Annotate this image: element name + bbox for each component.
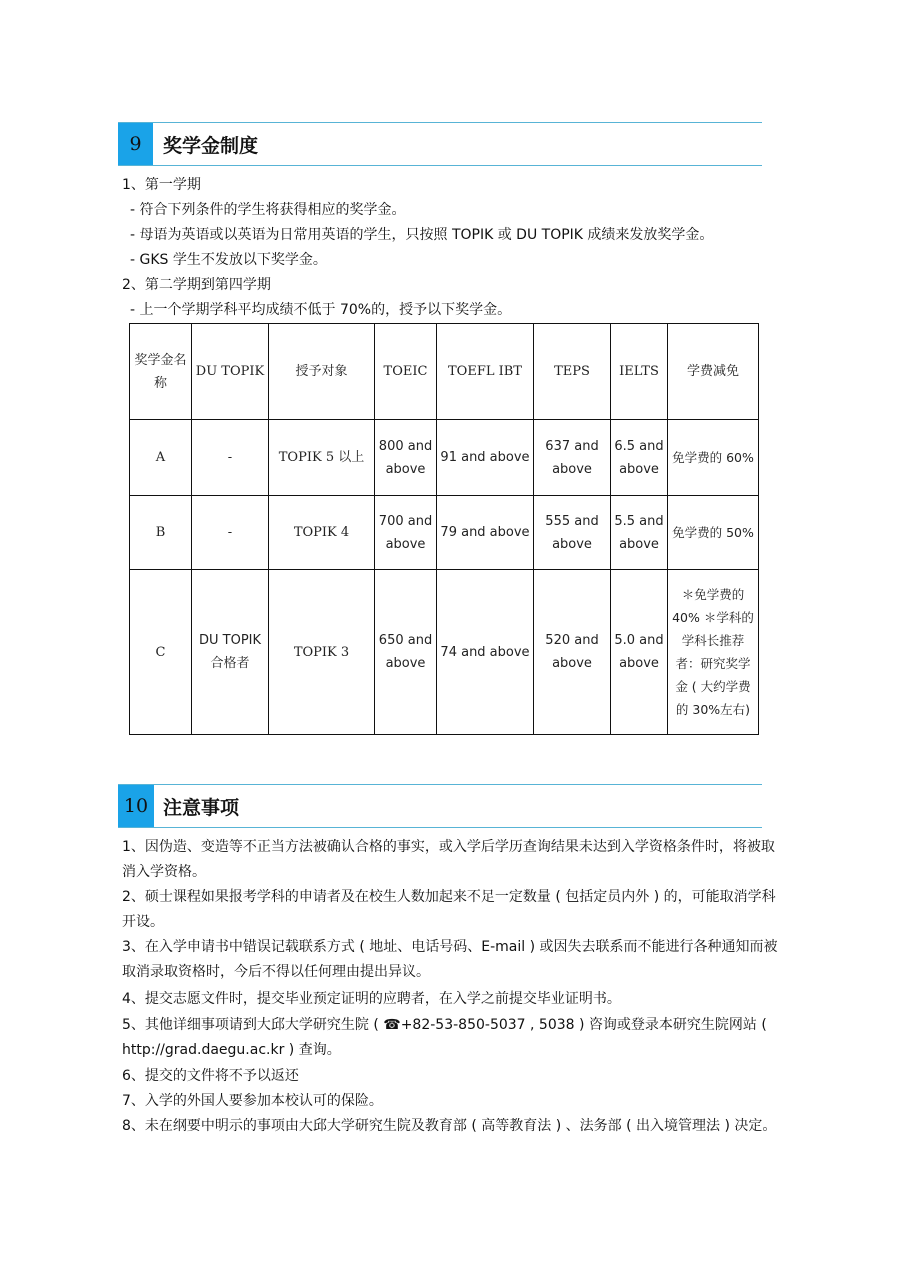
table-cell: C <box>130 570 192 735</box>
table-cell: 免学费的 50% <box>668 496 759 570</box>
table-cell: TOPIK 4 <box>269 496 375 570</box>
header-rule-bottom <box>118 165 762 166</box>
section-9-header <box>118 122 762 166</box>
list-item: 2、第二学期到第四学期 <box>122 277 271 293</box>
header-rule-bottom <box>118 827 762 828</box>
table-cell: 5.0 and above <box>611 570 668 735</box>
header-cell: 奖学金名称 <box>130 324 192 420</box>
section-title: 奖学金制度 <box>163 134 259 157</box>
table-cell: 700 and above <box>375 496 437 570</box>
table-cell: 91 and above <box>437 420 534 496</box>
header-cell: TOEFL IBT <box>437 324 534 420</box>
list-item: - 符合下列条件的学生将获得相应的奖学金。 <box>130 202 406 218</box>
header-cell: DU TOPIK <box>192 324 269 420</box>
list-item: 3、在入学申请书中错误记载联系方式 ( 地址、电话号码、E-mail ) 或因失去联系而不能进行各种通知而被取消录取资格时，今后不得以任何理由提出异议。 <box>122 939 778 980</box>
table-cell: 520 and above <box>534 570 611 735</box>
table-cell: 800 and above <box>375 420 437 496</box>
list-item: 1、因伪造、变造等不正当方法被确认合格的事实，或入学后学历查询结果未达到入学资格条件时，将被取消入学资格。 <box>122 839 775 880</box>
table-cell: ＊免学费的 40% ＊学科的学科长推荐者：研究奖学金 ( 大约学费的 30%左右) <box>668 570 759 735</box>
list-item: 5、其他详细事项请到大邱大学研究生院 ( ☎+82-53-850-5037 , 5038 ) 咨询或登录本研究生院网站 ( http://grad.daegu.ac.kr ) 查询。 <box>122 1017 767 1058</box>
table-cell: DU TOPIK 合格者 <box>192 570 269 735</box>
header-cell: 学费减免 <box>668 324 759 420</box>
list-item: - GKS 学生不发放以下奖学金。 <box>130 252 327 268</box>
table-row <box>130 420 759 496</box>
table-header-row <box>130 324 759 420</box>
table-cell: 637 and above <box>534 420 611 496</box>
table-row <box>130 570 759 735</box>
table-cell: TOPIK 3 <box>269 570 375 735</box>
header-cell: 授予对象 <box>269 324 375 420</box>
header-cell: IELTS <box>611 324 668 420</box>
table-cell: 6.5 and above <box>611 420 668 496</box>
section-number: 9 <box>118 123 153 165</box>
section-10-header <box>118 784 762 828</box>
table-cell: B <box>130 496 192 570</box>
list-item: 6、提交的文件将不予以返还 <box>122 1068 299 1084</box>
table-cell: 74 and above <box>437 570 534 735</box>
table-cell: - <box>192 496 269 570</box>
list-item: 4、提交志愿文件时，提交毕业预定证明的应聘者，在入学之前提交毕业证明书。 <box>122 991 621 1007</box>
table-cell: 5.5 and above <box>611 496 668 570</box>
list-item: - 母语为英语或以英语为日常用英语的学生，只按照 TOPIK 或 DU TOPIK 成绩来发放奖学金。 <box>130 227 714 243</box>
list-item: 1、第一学期 <box>122 177 201 193</box>
header-cell: TOEIC <box>375 324 437 420</box>
scholarship-table <box>129 323 759 735</box>
table-cell: A <box>130 420 192 496</box>
list-item: - 上一个学期学科平均成绩不低于 70%的，授予以下奖学金。 <box>130 302 512 318</box>
list-item: 8、未在纲要中明示的事项由大邱大学研究生院及教育部 ( 高等教育法 ) 、法务部 ( 出入境管理法 ) 决定。 <box>122 1118 777 1134</box>
table-cell: 79 and above <box>437 496 534 570</box>
list-item: 2、硕士课程如果报考学科的申请者及在校生人数加起来不足一定数量 ( 包括定员内外 ) 的，可能取消学科开设。 <box>122 889 776 930</box>
table-cell: 555 and above <box>534 496 611 570</box>
section-number: 10 <box>118 785 154 827</box>
header-cell: TEPS <box>534 324 611 420</box>
list-item: 7、入学的外国人要参加本校认可的保险。 <box>122 1093 383 1109</box>
table-row <box>130 496 759 570</box>
table-cell: 免学费的 60% <box>668 420 759 496</box>
table-cell: 650 and above <box>375 570 437 735</box>
table-cell: TOPIK 5 以上 <box>269 420 375 496</box>
table-cell: - <box>192 420 269 496</box>
section-title: 注意事项 <box>163 796 240 819</box>
